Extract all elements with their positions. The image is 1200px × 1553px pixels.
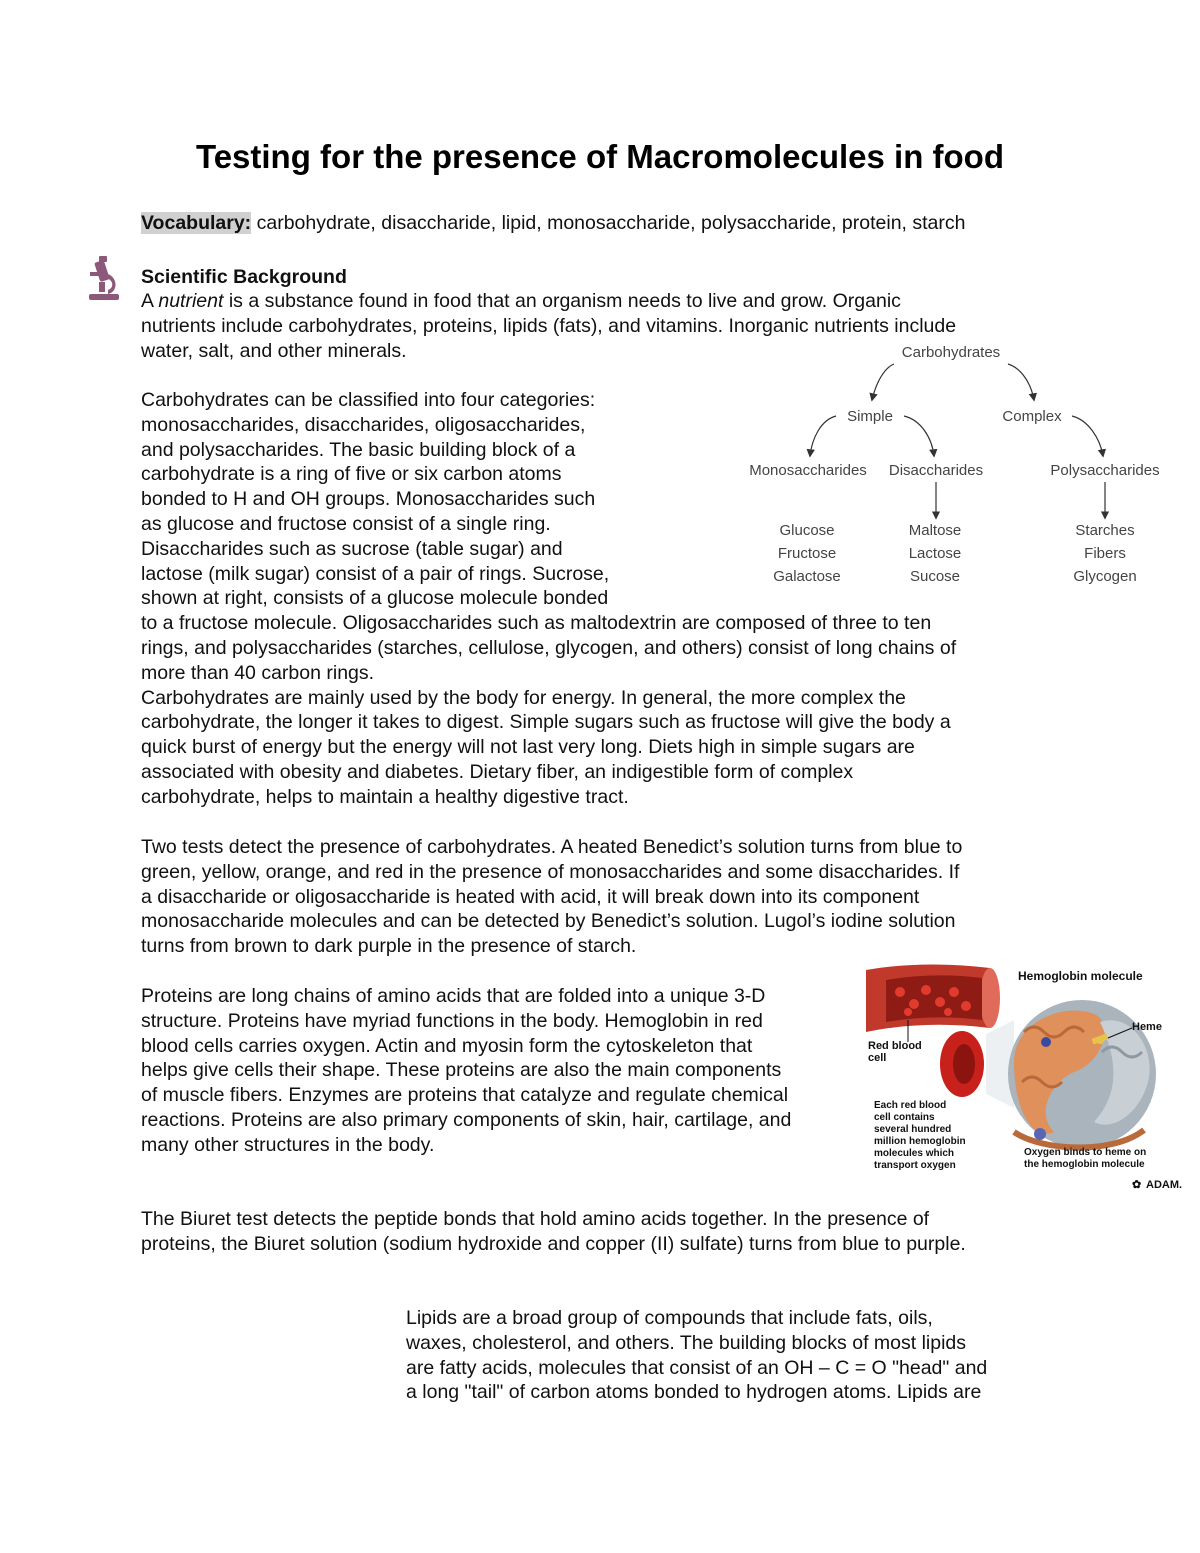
carbohydrate-diagram <box>736 338 1166 590</box>
paragraph-line: more than 40 carbon rings. <box>141 661 375 684</box>
arrow-complex-poly <box>1072 416 1103 456</box>
paragraph-line: associated with obesity and diabetes. Dietary fiber, an indigestible form of complex <box>141 761 854 783</box>
paragraph-line: lactose (milk sugar) consist of a pair of rings. Sucrose, <box>141 562 610 585</box>
paragraph-line: rings, and polysaccharides (starches, cellulose, glycogen, and others) consist of long chains of <box>141 637 957 659</box>
rbc-label: cell <box>868 1052 887 1064</box>
diagram-di-item: Lactose <box>908 545 962 562</box>
paragraph-line: Lipids are a broad group of compounds that include fats, oils, <box>406 1307 933 1329</box>
paragraph-line: quick burst of energy but the energy will not last very long. Diets high in simple sugars are <box>141 736 915 759</box>
diagram-complex: Complex <box>1002 408 1062 425</box>
paragraph-line: structure. Proteins have myriad functions in the body. Hemoglobin in red <box>141 1009 763 1032</box>
paragraph-line: waxes, cholesterol, and others. The building blocks of most lipids <box>406 1331 967 1354</box>
rbc-caption-line: Each red blood <box>874 1100 947 1111</box>
diagram-di-item: Maltose <box>908 522 962 539</box>
red-blood-cell-illustration <box>940 1031 984 1097</box>
paragraph-line: bonded to H and OH groups. Monosaccharides such <box>141 488 596 511</box>
diagram-mono-item: Glucose <box>779 522 835 539</box>
diagram-mono-item: Galactose <box>773 568 841 585</box>
paragraph-line: of muscle fibers. Enzymes are proteins that catalyze and regulate chemical <box>141 1084 789 1107</box>
arrow-simple-di <box>904 416 934 456</box>
diagram-simple: Simple <box>847 408 893 425</box>
paragraph-line: proteins, the Biuret solution (sodium hydroxide and copper (II) sulfate) turns from blue to purple. <box>141 1232 966 1255</box>
paragraph-line: carbohydrate, the longer it takes to digest. Simple sugars such as fructose will give the body a <box>141 711 951 734</box>
diagram-di: Disaccharides <box>888 462 984 479</box>
paragraph-line: Proteins are long chains of amino acids that are folded into a unique 3-D <box>141 985 766 1007</box>
diagram-poly-item: Starches <box>1075 522 1135 539</box>
diagram-mono-item: Fructose <box>777 545 837 562</box>
paragraph-line: carbohydrate is a ring of five or six carbon atoms <box>141 463 562 486</box>
paragraph-line: green, yellow, orange, and red in the presence of monosaccharides and some disaccharides. If <box>141 860 960 883</box>
paragraph-line: as glucose and fructose consist of a single ring. <box>141 513 551 535</box>
adam-mark: ✿ <box>1132 1179 1142 1191</box>
paragraph-line: to a fructose molecule. Oligosaccharides such as maltodextrin are composed of three to ten <box>141 612 932 635</box>
intro-text-a: A <box>141 290 159 312</box>
paragraph-line: a long "tail" of carbon atoms bonded to hydrogen atoms. Lipids are <box>406 1381 982 1404</box>
rbc-caption-line: several hundred <box>874 1124 952 1135</box>
paragraph-line: reactions. Proteins are also primary components of skin, hair, cartilage, and <box>141 1109 792 1131</box>
intro-text-b: is a substance found in food that an organism needs to live and grow. Organic <box>223 290 901 312</box>
intro-line-3: water, salt, and other minerals. <box>141 340 407 362</box>
paragraph-line: turns from brown to dark purple in the presence of starch. <box>141 935 637 958</box>
nutrient-term: nutrient <box>158 290 224 312</box>
hemoglobin-figure <box>864 962 1183 1194</box>
paragraph-line: monosaccharide molecules and can be detected by Benedict’s solution. Lugol’s iodine solution <box>141 910 956 933</box>
paragraph-line: and polysaccharides. The basic building block of a <box>141 438 576 461</box>
diagram-mono: Monosaccharides <box>749 462 867 479</box>
rbc-caption-line: transport oxygen <box>874 1160 956 1171</box>
adam-brand: ADAM. <box>1146 1179 1183 1191</box>
oxygen-caption: Oxygen binds to heme on <box>1024 1147 1147 1158</box>
diagram-poly-item: Fibers <box>1084 545 1126 562</box>
rbc-caption-line: molecules which <box>874 1148 955 1159</box>
paragraph-line: shown at right, consists of a glucose molecule bonded <box>141 587 609 610</box>
paragraph-line: a disaccharide or oligosaccharide is heated with acid, it will break down into its component <box>141 885 920 908</box>
intro-line-1 <box>141 289 901 314</box>
arrow-simple-mono <box>810 416 836 456</box>
vocabulary-label: Vocabulary: <box>141 212 252 234</box>
page-title: Testing for the presence of Macromolecules in food <box>195 138 1005 175</box>
paragraph-line: blood cells carries oxygen. Actin and myosin form the cytoskeleton that <box>141 1034 753 1057</box>
diagram-di-item: Sucose <box>909 568 961 585</box>
paragraph-line: Two tests detect the presence of carbohydrates. A heated Benedict’s solution turns from blue to <box>141 836 963 858</box>
diagram-root: Carbohydrates <box>901 344 1001 361</box>
microscope-icon <box>84 254 124 304</box>
oxygen-caption: the hemoglobin molecule <box>1024 1159 1145 1170</box>
rbc-label: Red blood <box>868 1040 922 1052</box>
section-heading: Scientific Background <box>141 266 347 288</box>
vocabulary-terms: carbohydrate, disaccharide, lipid, monosaccharide, polysaccharide, protein, starch <box>251 212 966 234</box>
diagram-poly: Polysaccharides <box>1050 462 1160 479</box>
paragraph-line: carbohydrate, helps to maintain a healthy digestive tract. <box>141 785 629 808</box>
rbc-caption-line: cell contains <box>874 1112 935 1123</box>
heme-label: Heme <box>1132 1021 1162 1033</box>
paragraph-line: Carbohydrates are mainly used by the body for energy. In general, the more complex the <box>141 686 906 709</box>
paragraph-line: helps give cells their shape. These proteins are also the main components <box>141 1059 782 1082</box>
paragraph-line: monosaccharides, disaccharides, oligosaccharides, <box>141 413 586 436</box>
vocabulary-line <box>141 212 965 235</box>
paragraph-line: The Biuret test detects the peptide bonds that hold amino acids together. In the presence of <box>141 1208 930 1230</box>
intro-line-2: nutrients include carbohydrates, proteins, lipids (fats), and vitamins. Inorganic nutrients include <box>141 315 957 337</box>
rbc-caption-line: million hemoglobin <box>874 1136 966 1147</box>
paragraph-line: many other structures in the body. <box>141 1133 435 1156</box>
blood-vessel-illustration <box>866 964 1000 1032</box>
paragraph-line: Carbohydrates can be classified into four categories: <box>141 389 596 411</box>
arrow-root-simple <box>872 364 894 400</box>
diagram-poly-item: Glycogen <box>1073 568 1137 585</box>
paragraph-line: Disaccharides such as sucrose (table sugar) and <box>141 537 563 560</box>
paragraph-line: are fatty acids, molecules that consist of an OH – C = O "head" and <box>406 1356 988 1379</box>
hemoglobin-title: Hemoglobin molecule <box>1018 969 1143 983</box>
arrow-root-complex <box>1008 364 1034 400</box>
